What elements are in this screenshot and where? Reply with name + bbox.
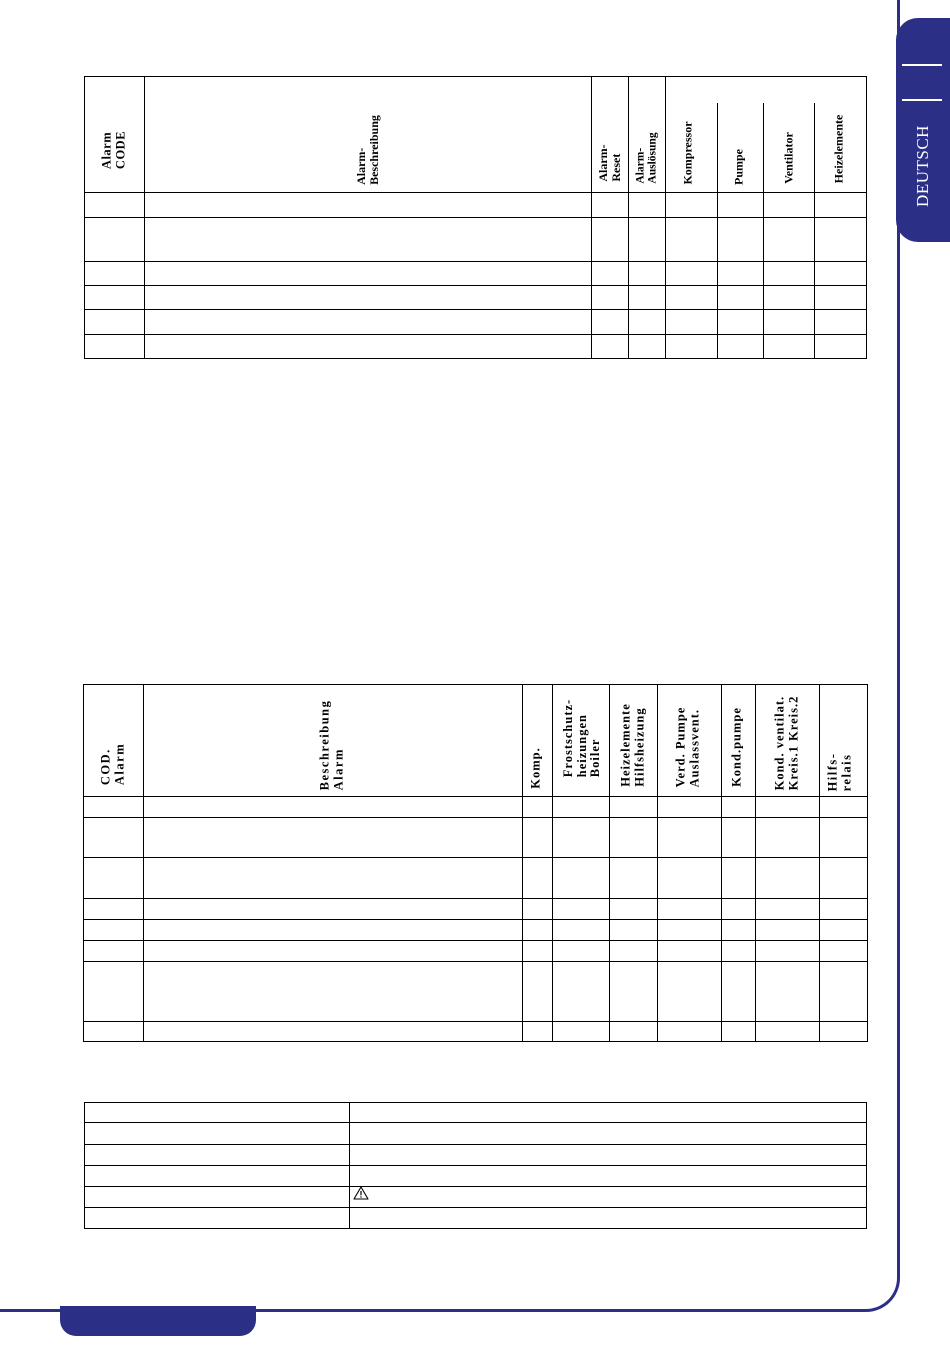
row-divider (83, 940, 868, 941)
header-heaters: Heizelemente Hilfsheizung (618, 703, 646, 787)
row-divider (83, 817, 868, 818)
row-divider (83, 796, 868, 797)
row-divider (84, 309, 867, 310)
column-divider (721, 684, 722, 1042)
column-divider (522, 684, 523, 1042)
header-cond-fan: Kond. ventilat. Kreis.1 Kreis.2 (772, 695, 800, 791)
header-description: Beschreibung Alarm (317, 699, 345, 791)
column-divider (763, 103, 764, 359)
row-divider (84, 217, 867, 218)
header-cond-pump: Kond.pumpe (729, 707, 744, 787)
row-divider (83, 961, 868, 962)
table-border-top (84, 1102, 867, 1103)
page-number-tab (60, 1306, 256, 1336)
column-divider (819, 684, 820, 1042)
row-divider (84, 1207, 867, 1208)
header-heaters: Heizelemente (831, 114, 846, 184)
table-border-bottom (84, 1228, 867, 1229)
table-border-top (84, 76, 867, 77)
column-divider (552, 684, 553, 1042)
header-fan: Ventilator (781, 132, 796, 184)
header-compressor: Kompressor (680, 121, 695, 185)
row-divider (84, 1122, 867, 1123)
table-border-top (83, 684, 868, 685)
row-divider (83, 857, 868, 858)
warning-triangle-icon (353, 1186, 369, 1200)
header-evap-pump: Verd. Pumpe Auslassvent. (673, 706, 701, 788)
row-divider (84, 1165, 867, 1166)
column-divider (814, 103, 815, 359)
row-divider (84, 285, 867, 286)
row-divider (83, 898, 868, 899)
row-divider (84, 1144, 867, 1145)
tab-divider-top (902, 64, 942, 66)
row-divider (83, 1021, 868, 1022)
column-divider (755, 684, 756, 1042)
header-alarm-trigger: Alarm- Auslösung (634, 132, 659, 184)
column-divider (867, 684, 868, 1042)
header-compressor: Komp. (528, 747, 543, 789)
row-divider (83, 919, 868, 920)
header-description: Alarm- Beschreibung (354, 115, 381, 185)
header-antifreeze: Frostschutz- heizungen Boiler (560, 698, 602, 778)
row-divider (84, 334, 867, 335)
column-divider (717, 103, 718, 359)
header-alarm-code: COD. Alarm (98, 742, 126, 786)
header-alarm-reset: Alarm- Reset (596, 144, 623, 182)
column-divider (143, 684, 144, 1042)
column-divider (657, 684, 658, 1042)
row-divider (84, 192, 867, 193)
table-border-bottom (84, 358, 867, 359)
header-alarm-code: Alarm CODE (99, 130, 127, 170)
tab-divider-bottom (902, 99, 942, 101)
header-aux-relay: Hilfs- relais (825, 752, 853, 792)
table-border-bottom (83, 1041, 868, 1042)
row-divider (84, 261, 867, 262)
column-divider (609, 684, 610, 1042)
row-divider (84, 1186, 867, 1187)
language-label: DEUTSCH (913, 125, 932, 207)
header-pump: Pumpe (731, 149, 746, 185)
column-divider (83, 684, 84, 1042)
